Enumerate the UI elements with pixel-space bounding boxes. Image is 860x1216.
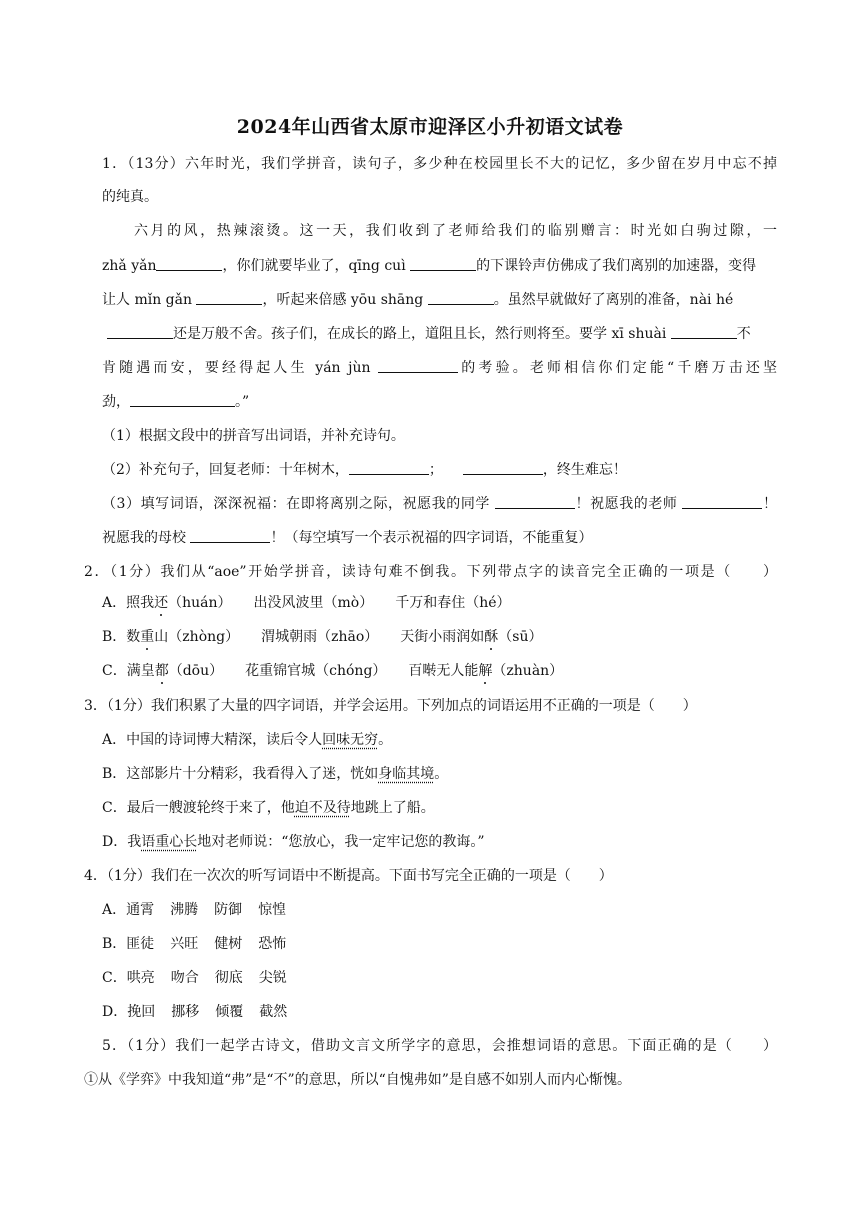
q4-stem: 4．（1分）我们在一次次的听写词语中不断提高。下面书写完全正确的一项是（ ） [84,868,613,884]
q3-option-c[interactable]: C．最后一艘渡轮终于来了，他迫不及待地跳上了船。 [102,800,435,816]
blank-xi-shuai[interactable] [671,324,737,339]
blank-yan-jun[interactable] [378,358,458,373]
dotted-word: 回味无穷 [322,732,379,748]
q2-option-a[interactable]: A．照我还（huán） 出没风波里（mò） 千万和春住（hé） [102,595,511,611]
q3-stem: 3．（1分）我们积累了大量的四字词语，并学会运用。下列加点的词语运用不正确的一项是（ ） [84,698,697,714]
q1-passage-line-5: 肯随遇而安，要经得起人生 yán jùn 的考验。老师相信你们定能“千磨万击还坚 [102,360,778,376]
q3-option-a[interactable]: A．中国的诗词博大精深，读后令人回味无穷。 [102,732,393,748]
q3-option-b[interactable]: B．这部影片十分精彩，我看得入了迷，恍如身临其境。 [102,766,449,782]
q1-sub-1: （1）根据文段中的拼音写出词语，并补充诗句。 [102,428,405,444]
q1-passage-line-1: 六月的风，热辣滚烫。这一天，我们收到了老师给我们的临别赠言：时光如白驹过隙，一 [134,223,777,239]
q4-option-c[interactable]: C．哄亮 吻合 彻底 尖锐 [102,970,287,986]
q1-sub-3-cont: 祝愿我的母校 ！（每空填写一个表示祝福的四字词语，不能重复） [102,530,593,546]
blank-reply-2[interactable] [463,460,543,475]
blank-wish-classmates[interactable] [495,494,575,509]
q2-option-c[interactable]: C．满皇都（dōu） 花重锦官城（chóng） 百啭无人能解（zhuàn） [102,663,564,679]
blank-poem-line[interactable] [130,392,235,407]
dotted-word: 语重心长 [141,834,198,850]
page-title: 2024年山西省太原市迎泽区小升初语文试卷 [236,116,624,138]
q1-passage-line-6: 劲， 。” [102,394,250,410]
q1-sub-2: （2）补充句子，回复老师：十年树木， ； ，终生难忘！ [102,462,627,478]
blank-wish-teacher[interactable] [682,494,762,509]
dotted-word: 身临其境 [378,766,435,782]
q1-sub-3: （3）填写词语，深深祝福：在即将离别之际，祝愿我的同学 ！祝愿我的老师 ！ [102,496,778,512]
q1-passage-line-4: 还是万般不舍。孩子们，在成长的路上，道阻且长，然行则将至。要学 xī shuài 不 [107,324,751,344]
blank-qing-cui[interactable] [410,256,476,271]
q4-option-a[interactable]: A．通霄 沸腾 防御 惊惶 [102,902,287,918]
blank-wish-school[interactable] [190,528,270,543]
q1-passage-line-3: 让人 mǐn gǎn ，听起来倍感 yōu shāng 。虽然早就做好了离别的准备，nài hé [102,292,734,308]
blank-min-gan[interactable] [196,290,262,305]
q2-stem: 2．（1分）我们从“aoe”开始学拼音，读诗句难不倒我。下列带点字的读音完全正确的一项是（ ） [84,564,777,580]
blank-zha-yan[interactable] [156,256,222,271]
q5-item-1: ①从《学弈》中我知道“弗”是“不”的意思，所以“自愧弗如”是自感不如别人而内心惭愧。 [84,1072,631,1088]
q1-passage-line-2: zhǎ yǎn ，你们就要毕业了，qīng cuì 的下课铃声仿佛成了我们离别的加速器，变得 [102,258,757,274]
q1-intro-line-1: 1．（13分）六年时光，我们学拼音，读句子，多少种在校园里长不大的记忆，多少留在岁月中忘不掉 [102,156,777,172]
q3-option-d[interactable]: D．我语重心长地对老师说：“您放心，我一定牢记您的教诲。” [102,834,485,850]
q2-option-b[interactable]: B．数重山（zhòng） 渭城朝雨（zhāo） 天街小雨润如酥（sū） [102,629,543,645]
blank-nai-he[interactable] [107,324,173,339]
q1-intro-line-2: 的纯真。 [102,189,158,205]
q5-stem: 5．（1分）我们一起学古诗文，借助文言文所学字的意思，会推想词语的意思。下面正确的是（ ） [102,1038,777,1054]
dotted-word: 迫不及待 [294,800,351,816]
blank-reply-1[interactable] [349,460,429,475]
blank-you-shang[interactable] [428,290,494,305]
q4-option-b[interactable]: B．匪徒 兴旺 健树 恐怖 [102,936,287,952]
q4-option-d[interactable]: D．挽回 挪移 倾覆 截然 [102,1004,288,1020]
